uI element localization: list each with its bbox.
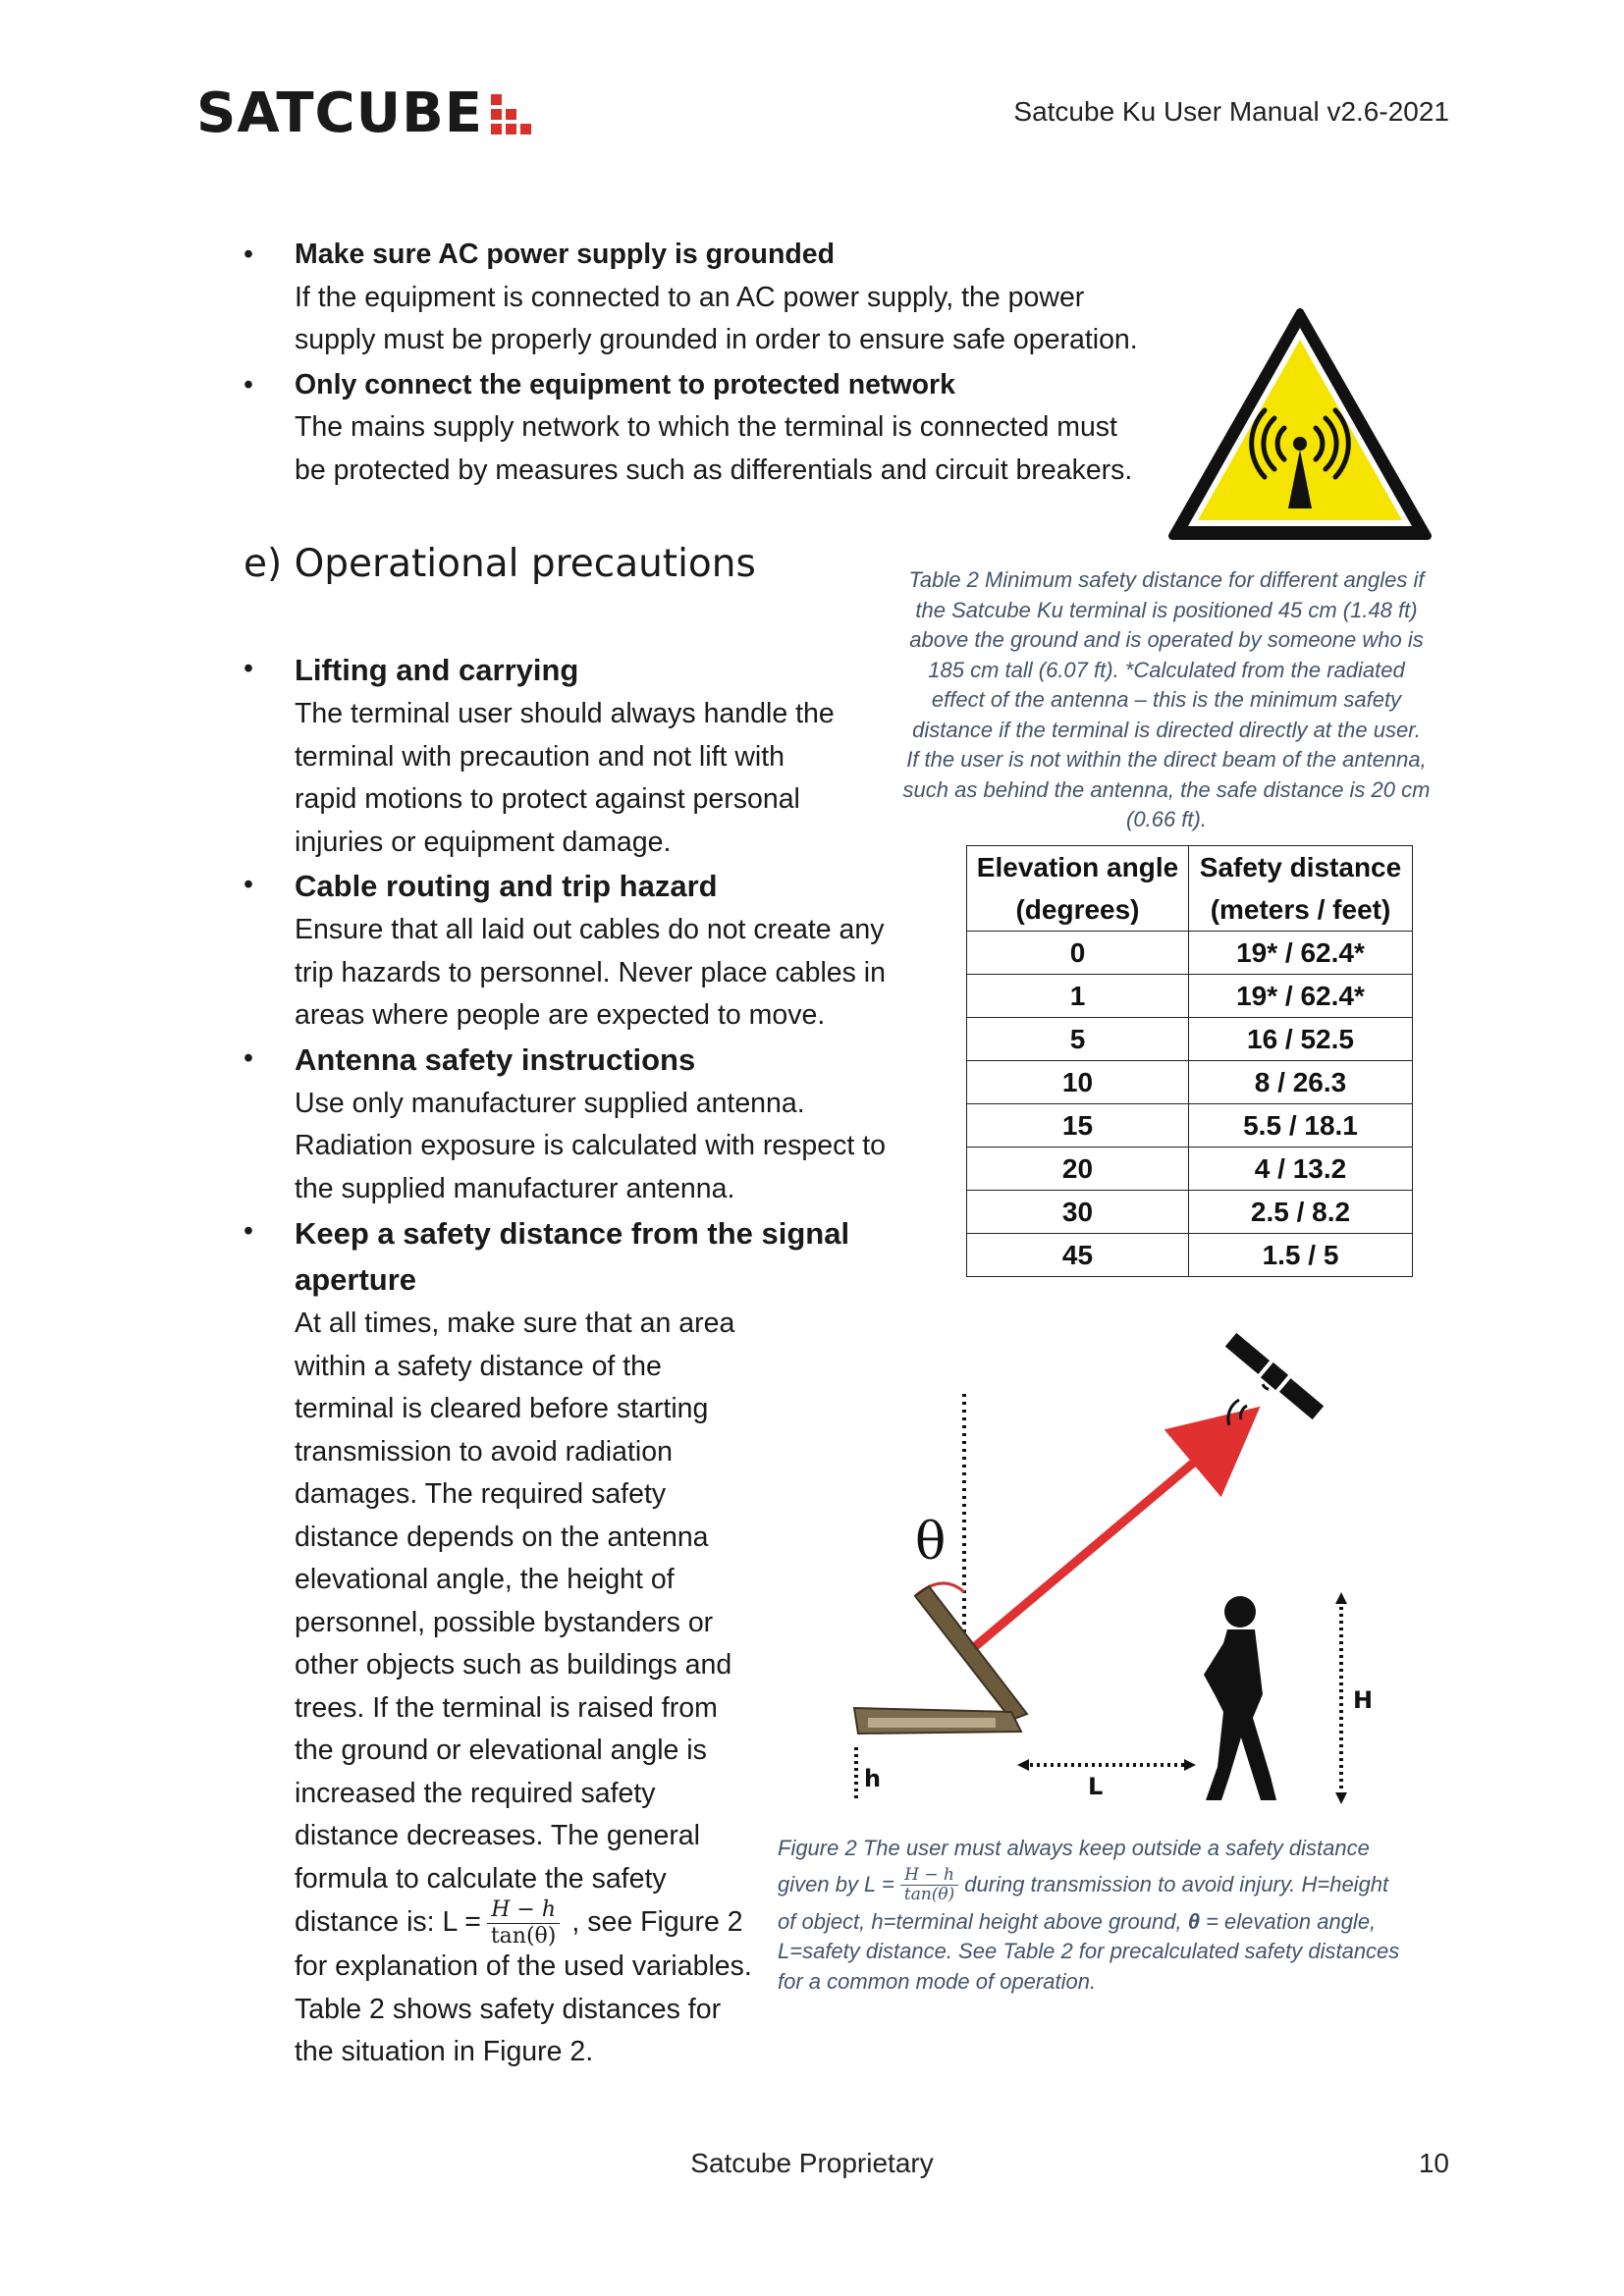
caption-line: the Satcube Ku terminal is positioned 45 cm (1.48 ft) xyxy=(915,597,1418,622)
item-text: the situation in Figure 2. xyxy=(295,2036,594,2067)
item-text: injuries or equipment damage. xyxy=(295,826,672,858)
table-cell: 30 xyxy=(967,1191,1189,1234)
item-text: supply must be properly grounded in order to ensure safe operation. xyxy=(295,324,1138,355)
section-title: e) Operational precautions xyxy=(244,542,756,586)
document-title: Satcube Ku User Manual v2.6-2021 xyxy=(1013,96,1449,127)
caption-line: 185 cm tall (6.07 ft). *Calculated from the radiated xyxy=(928,657,1405,682)
item-text: Table 2 shows safety distances for xyxy=(295,1993,722,2025)
item-title: Cable routing and trip hazard xyxy=(295,869,718,903)
table-row xyxy=(967,1061,1413,1104)
item-text: for explanation of the used variables. xyxy=(295,1950,752,1982)
logo-text: SATCUBE xyxy=(196,81,484,145)
item-text: increased the required safety xyxy=(295,1777,656,1809)
safety-distance-table xyxy=(966,845,1413,1277)
page-number: 10 xyxy=(1418,2148,1449,2178)
header-text: (meters / feet) xyxy=(1210,894,1391,925)
table-header-row xyxy=(967,846,1413,932)
formula-numerator: H − h xyxy=(487,1897,561,1924)
list-item xyxy=(244,1038,911,1211)
figure-caption xyxy=(778,1834,1465,1997)
caption-line: distance if the terminal is directed directly at the user. xyxy=(912,717,1421,742)
formula-prefix: distance is: L = xyxy=(295,1906,481,1939)
header-cell xyxy=(1189,846,1413,932)
table-row xyxy=(967,932,1413,975)
item-text: elevational angle, the height of xyxy=(295,1564,675,1595)
table-cell: 0 xyxy=(967,932,1189,975)
caption-line: Table 2 Minimum safety distance for different angles if xyxy=(908,567,1425,592)
caption-line xyxy=(778,1907,1465,1938)
table-cell: 20 xyxy=(967,1148,1189,1191)
header-text: (degrees) xyxy=(1015,894,1140,925)
item-text: the ground or elevational angle is xyxy=(295,1735,707,1766)
table-cell: 16 / 52.5 xyxy=(1189,1018,1413,1061)
caption-theta: θ xyxy=(1187,1908,1200,1934)
caption-formula xyxy=(900,1866,958,1904)
item-text: formula to calculate the safety xyxy=(295,1862,667,1895)
item-text: trees. If the terminal is raised from xyxy=(295,1691,718,1724)
table-row xyxy=(967,1234,1413,1277)
table-cell: 10 xyxy=(967,1061,1189,1104)
item-text: Use only manufacturer supplied antenna. xyxy=(295,1087,805,1119)
item-text: terminal with precaution and not lift with xyxy=(295,740,785,773)
table-cell: 8 / 26.3 xyxy=(1189,1061,1413,1104)
item-text: The terminal user should always handle the xyxy=(295,698,835,729)
item-text: rapid motions to protect against personal xyxy=(295,783,800,815)
bullet-icon: • xyxy=(244,1215,253,1247)
table-cell: 1 xyxy=(967,975,1189,1018)
l-label: L xyxy=(1088,1773,1104,1800)
item-text: be protected by measures such as differentials and circuit breakers. xyxy=(295,454,1133,486)
item-text: areas where people are expected to move. xyxy=(295,999,826,1031)
caption-line: such as behind the antenna, the safe distance is 20 cm xyxy=(902,776,1431,802)
item-text: personnel, possible bystanders or xyxy=(295,1606,714,1638)
H-label: H xyxy=(1353,1686,1374,1714)
item-title: Lifting and carrying xyxy=(295,653,579,687)
table-cell: 1.5 / 5 xyxy=(1189,1234,1413,1277)
item-title: Keep a safety distance from the signal xyxy=(295,1216,850,1251)
person-silhouette-icon xyxy=(1204,1596,1276,1800)
bullet-icon: • xyxy=(244,869,253,900)
item-text: The mains supply network to which the terminal is connected must xyxy=(295,411,1117,443)
item-title: Only connect the equipment to protected network xyxy=(295,368,955,400)
bullet-icon: • xyxy=(244,239,253,270)
caption-formula-line xyxy=(778,1864,1465,1907)
item-title: Antenna safety instructions xyxy=(295,1041,696,1077)
caption-line: for a common mode of operation. xyxy=(778,1968,1097,1994)
caption-text: during transmission to avoid injury. H=height xyxy=(964,1872,1389,1897)
caption-formula-numerator: H − h xyxy=(900,1866,958,1886)
table-cell: 5.5 / 18.1 xyxy=(1189,1104,1413,1148)
item-text: Radiation exposure is calculated with respect to xyxy=(295,1130,886,1161)
list-item xyxy=(244,864,911,1038)
h-label: h xyxy=(864,1765,882,1792)
caption-line: (0.66 ft). xyxy=(1126,807,1207,831)
item-text: trip hazards to personnel. Never place cables in xyxy=(295,956,886,988)
item-text: If the equipment is connected to an AC power supply, the power xyxy=(295,281,1085,313)
caption-text: of object, h=terminal height above ground, xyxy=(778,1908,1182,1934)
table-cell: 45 xyxy=(967,1234,1189,1277)
item-text: distance depends on the antenna xyxy=(295,1521,709,1553)
table-cell: 4 / 13.2 xyxy=(1189,1148,1413,1191)
footer-proprietary: Satcube Proprietary xyxy=(690,2148,934,2178)
caption-line: effect of the antenna – this is the minimum safety xyxy=(931,687,1402,712)
formula-suffix: , see Figure 2 xyxy=(571,1906,743,1939)
table-cell: 19* / 62.4* xyxy=(1189,932,1413,975)
caption-text: = elevation angle, xyxy=(1206,1908,1377,1934)
header-cell xyxy=(967,846,1189,932)
caption-line: above the ground and is operated by someone who is xyxy=(909,627,1424,652)
item-text: At all times, make sure that an area xyxy=(295,1308,735,1339)
item-text: damages. The required safety xyxy=(295,1478,667,1510)
item-title: Make sure AC power supply is grounded xyxy=(295,239,836,270)
bullet-icon: • xyxy=(244,653,253,684)
bullet-icon: • xyxy=(244,368,253,400)
table-cell: 5 xyxy=(967,1018,1189,1061)
item-title: aperture xyxy=(295,1262,417,1297)
table-row xyxy=(967,1018,1413,1061)
table-row xyxy=(967,1191,1413,1234)
caption-line: Figure 2 The user must always keep outside a safety distance xyxy=(778,1836,1370,1860)
radiation-warning-icon xyxy=(1166,306,1434,544)
item-text: within a safety distance of the xyxy=(295,1350,662,1382)
table-row xyxy=(967,1148,1413,1191)
bullet-icon: • xyxy=(244,1041,253,1074)
intro-list xyxy=(244,234,1186,492)
item-text: terminal is cleared before starting xyxy=(295,1393,709,1424)
caption-text: given by L = xyxy=(778,1872,894,1897)
caption-line: If the user is not within the direct beam of the antenna, xyxy=(906,747,1427,772)
list-item xyxy=(244,234,1186,362)
item-text: transmission to avoid radiation xyxy=(295,1435,673,1468)
table-cell: 2.5 / 8.2 xyxy=(1189,1191,1413,1234)
safety-distance-figure xyxy=(835,1315,1404,1826)
table-row xyxy=(967,1104,1413,1148)
item-text: other objects such as buildings and xyxy=(295,1649,732,1681)
terminal-device-icon xyxy=(854,1586,1027,1734)
item-text: Ensure that all laid out cables do not create any xyxy=(295,914,885,945)
header-text: Safety distance xyxy=(1199,852,1402,882)
signal-waves-icon xyxy=(1228,1400,1247,1425)
list-item xyxy=(244,648,911,864)
satellite-icon xyxy=(1221,1332,1325,1424)
item-text: distance decreases. The general xyxy=(295,1820,700,1851)
safety-distance-formula xyxy=(487,1897,561,1949)
table-cell: 19* / 62.4* xyxy=(1189,975,1413,1018)
caption-formula-denominator: tan(θ) xyxy=(903,1885,955,1904)
theta-label: θ xyxy=(915,1513,947,1572)
list-item xyxy=(244,364,1186,493)
caption-line: L=safety distance. See Table 2 for precalculated safety distances xyxy=(778,1939,1400,1963)
table-row xyxy=(967,975,1413,1018)
item-text: the supplied manufacturer antenna. xyxy=(295,1172,735,1204)
formula-denominator: tan(θ) xyxy=(490,1923,557,1949)
table-caption xyxy=(884,565,1449,835)
logo-dots-icon xyxy=(491,94,531,134)
header-text: Elevation angle xyxy=(976,852,1179,882)
beam-arrow xyxy=(972,1429,1233,1649)
company-logo xyxy=(196,81,531,145)
table-cell: 15 xyxy=(967,1104,1189,1148)
